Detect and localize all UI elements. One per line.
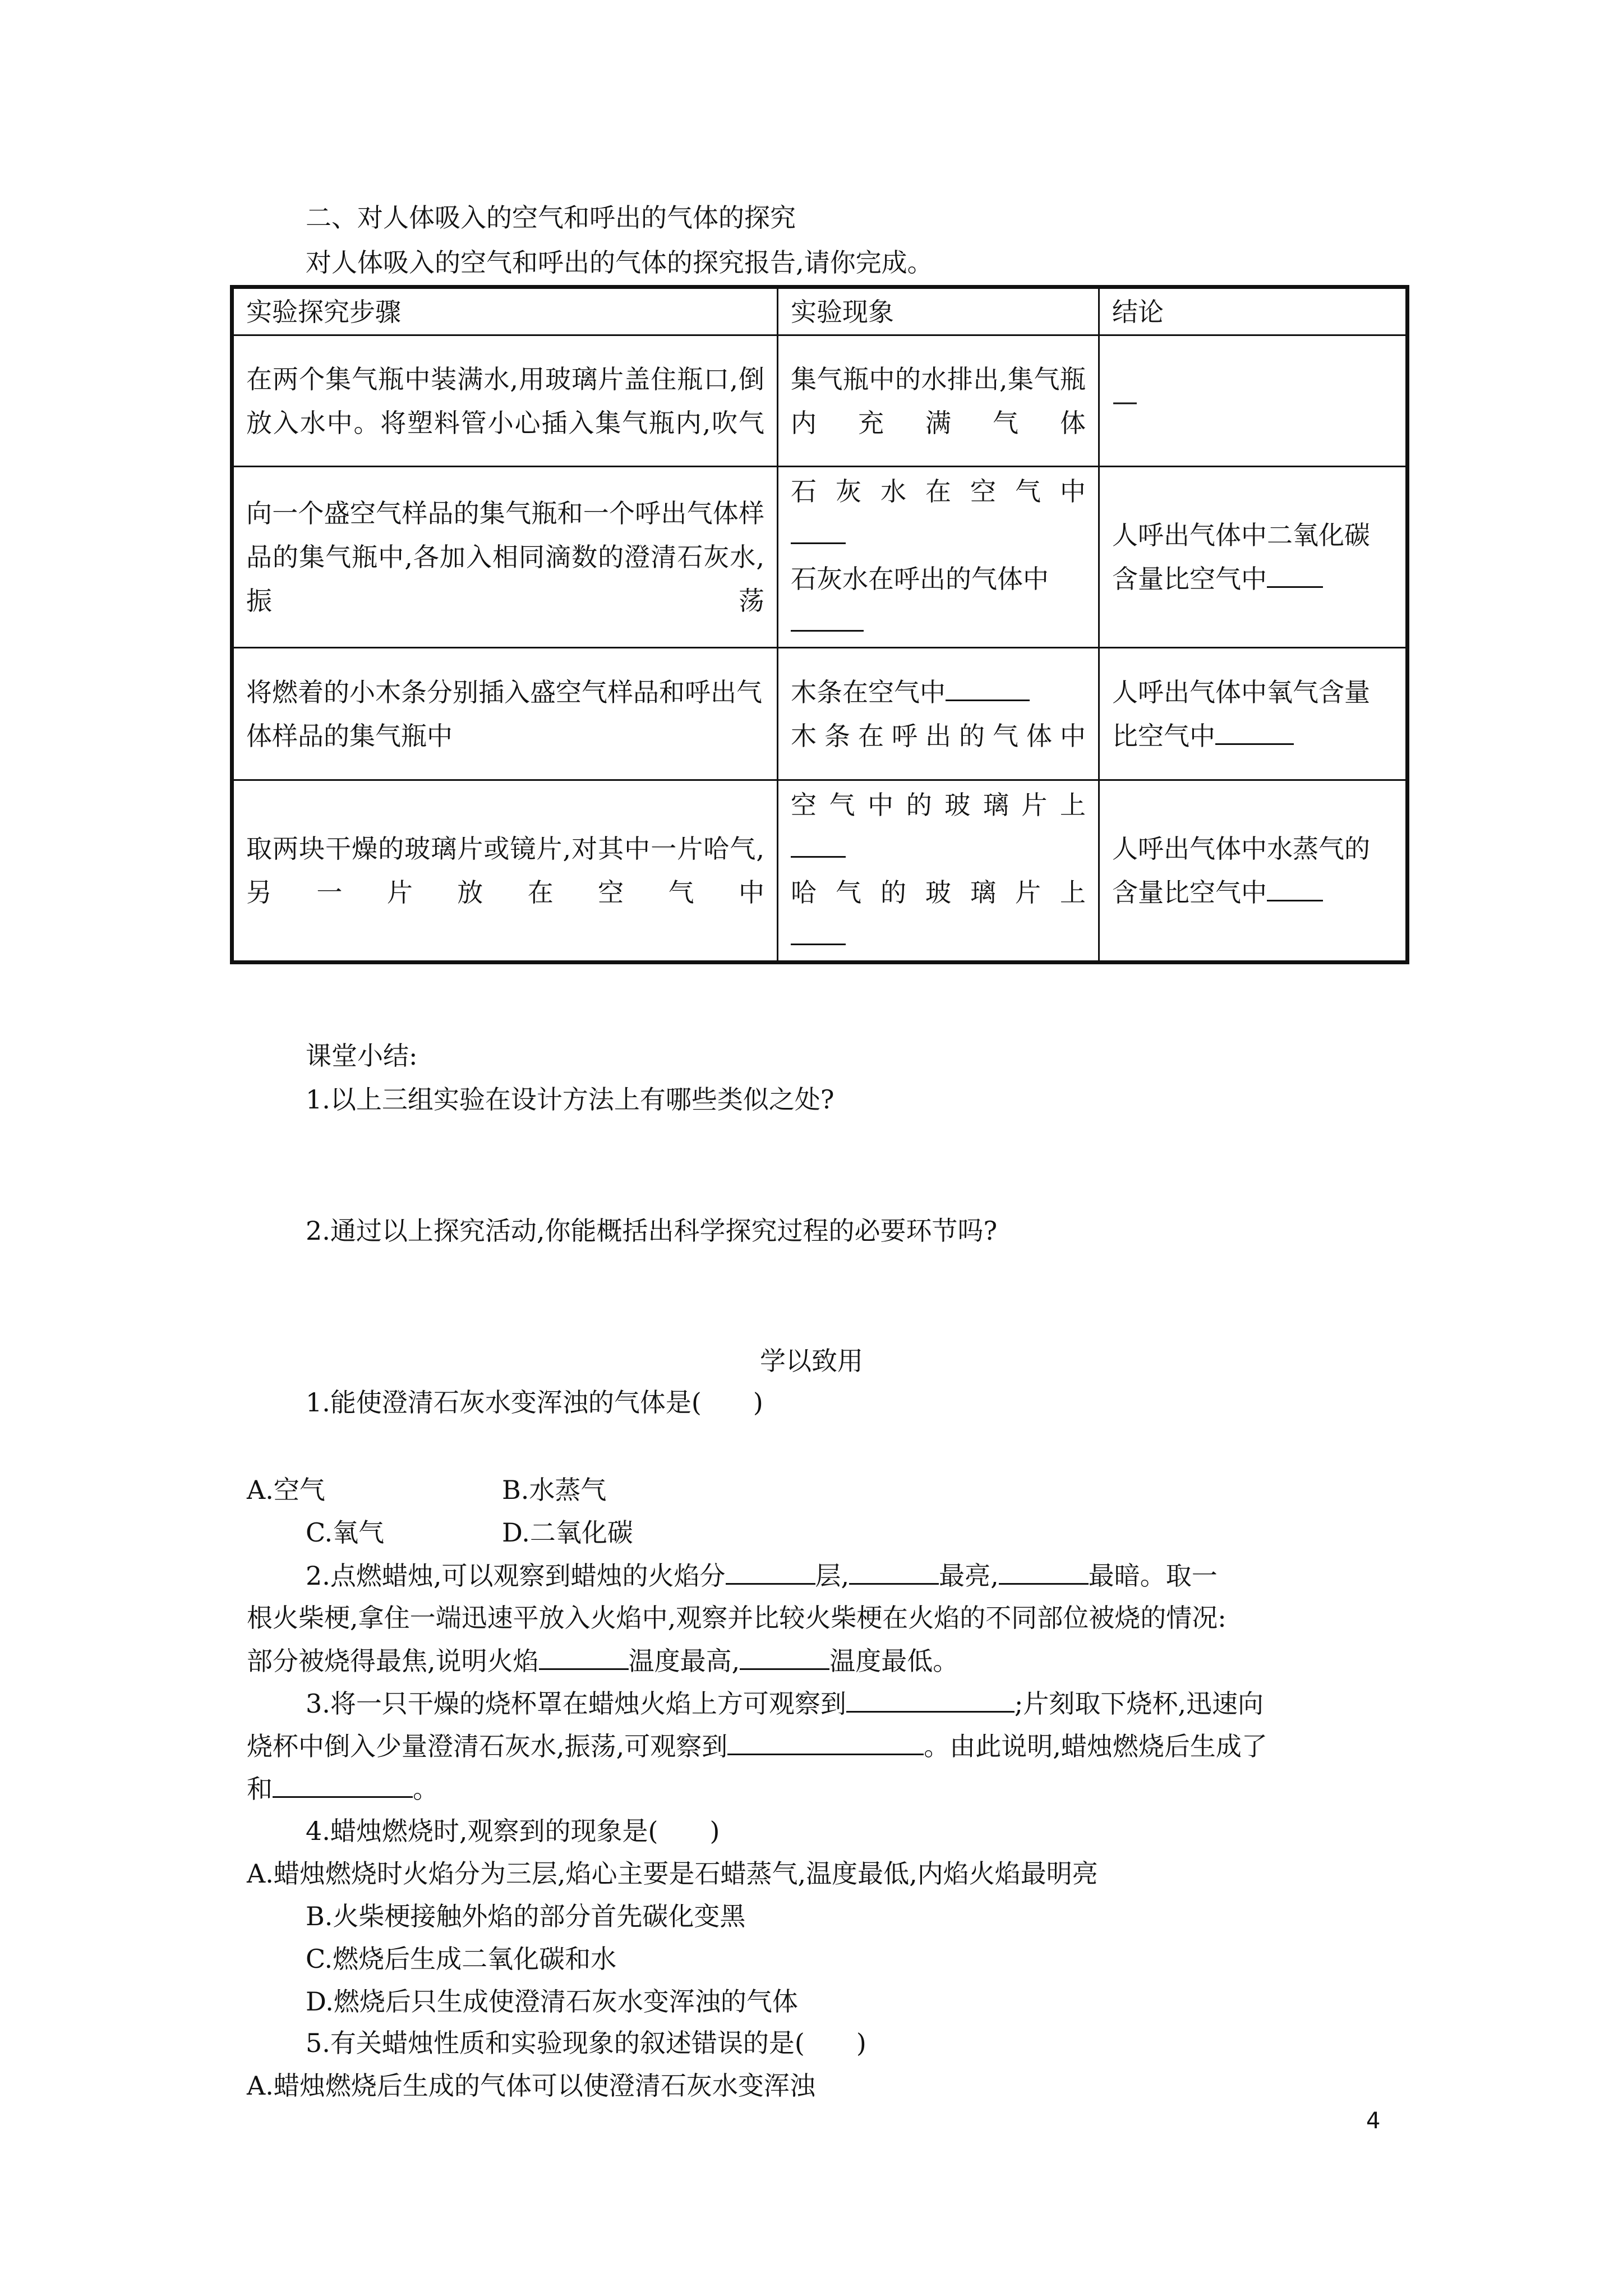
practice-q4-option-c: C.燃烧后生成二氧化碳和水 <box>306 1944 617 1974</box>
phenomenon-cell <box>778 467 1099 648</box>
step-cell: 在两个集气瓶中装满水,用玻璃片盖住瓶口,倒放入水中。将塑料管小心插入集气瓶内,吹气 <box>232 335 778 467</box>
table-header-row <box>232 287 1408 335</box>
practice-q1-option-a: A.空气 <box>247 1475 325 1505</box>
answer-blank[interactable] <box>740 1644 829 1670</box>
q2-text: 最亮, <box>939 1561 999 1591</box>
summary-question-1: 1.以上三组实验在设计方法上有哪些类似之处? <box>306 1084 834 1115</box>
practice-q2-line-1 <box>306 1558 1218 1593</box>
summary-question-2: 2.通过以上探究活动,你能概括出科学探究过程的必要环节吗? <box>306 1216 998 1246</box>
header-steps: 实验探究步骤 <box>232 287 778 335</box>
q2-text: 温度最低。 <box>829 1646 959 1676</box>
phenomenon-cell: 集气瓶中的水排出,集气瓶内充满气体 <box>778 335 1099 467</box>
answer-blank[interactable] <box>539 1644 629 1670</box>
practice-q3-line-1 <box>306 1686 1264 1720</box>
practice-q5-stem: 5.有关蜡烛性质和实验现象的叙述错误的是( ) <box>306 2028 866 2058</box>
q3-text: 和 <box>247 1774 273 1804</box>
section-title: 二、对人体吸入的空气和呼出的气体的探究 <box>306 203 796 233</box>
section-intro: 对人体吸入的空气和呼出的气体的探究报告,请你完成。 <box>306 247 933 278</box>
page-number: 4 <box>1366 2108 1381 2134</box>
answer-blank[interactable] <box>1267 558 1323 588</box>
conclusion-cell <box>1099 467 1408 648</box>
q2-text: 温度最高, <box>628 1646 740 1676</box>
answer-blank[interactable] <box>791 915 846 945</box>
practice-q1-option-d: D.二氧化碳 <box>502 1517 633 1548</box>
practice-q4-option-b: B.火柴梗接触外焰的部分首先碳化变黑 <box>306 1901 746 1931</box>
inquiry-report-table <box>230 285 1409 964</box>
conclusion-text: 人呼出气体中二氧化碳含量比空气中 <box>1112 520 1370 594</box>
q3-text: 。由此说明,蜡烛燃烧后生成了 <box>924 1731 1267 1761</box>
phenomenon-air: 木条在空气中 <box>791 677 946 707</box>
answer-blank[interactable] <box>726 1558 815 1585</box>
step-cell: 向一个盛空气样品的集气瓶和一个呼出气体样品的集气瓶中,各加入相同滴数的澄清石灰水,振荡 <box>232 467 778 648</box>
step-cell: 将燃着的小木条分别插入盛空气样品和呼出气体样品的集气瓶中 <box>232 648 778 780</box>
answer-blank[interactable] <box>791 514 846 544</box>
phenomenon-exhaled: 哈气的玻璃片上 <box>791 877 1086 908</box>
conclusion-cell <box>1099 780 1408 963</box>
summary-title: 课堂小结: <box>306 1041 418 1071</box>
answer-blank[interactable] <box>273 1772 413 1798</box>
answer-blank[interactable] <box>946 671 1030 701</box>
practice-title: 学以致用 <box>760 1346 863 1376</box>
phenomenon-exhaled: 木条在呼出的气体中 <box>791 720 1086 751</box>
conclusion-text: 人呼出气体中氧气含量比空气中 <box>1112 677 1370 751</box>
practice-q3-line-3 <box>247 1772 439 1806</box>
answer-blank[interactable] <box>1267 872 1323 901</box>
practice-q2-line-3 <box>247 1644 958 1678</box>
q2-text: 2.点燃蜡烛,可以观察到蜡烛的火焰分 <box>306 1561 726 1591</box>
q3-text: 。 <box>413 1774 439 1804</box>
table-row <box>232 335 1408 467</box>
practice-q4-option-d: D.燃烧后只生成使澄清石灰水变浑浊的气体 <box>306 1986 798 2017</box>
answer-blank[interactable] <box>999 1558 1089 1585</box>
q3-text: ;片刻取下烧杯,迅速向 <box>1014 1688 1264 1719</box>
table-row <box>232 467 1408 648</box>
answer-blank[interactable] <box>791 828 846 858</box>
practice-q4-stem: 4.蜡烛燃烧时,观察到的现象是( ) <box>306 1816 720 1846</box>
answer-blank[interactable] <box>1215 715 1294 745</box>
practice-q2-line-2: 根火柴梗,拿住一端迅速平放入火焰中,观察并比较火柴梗在火焰的不同部位被烧的情况: <box>247 1603 1227 1633</box>
practice-q1-stem: 1.能使澄清石灰水变浑浊的气体是( ) <box>306 1387 763 1418</box>
phenomenon-cell <box>778 780 1099 963</box>
answer-blank[interactable] <box>849 1558 939 1585</box>
q3-text: 烧杯中倒入少量澄清石灰水,振荡,可观察到 <box>247 1731 728 1761</box>
q2-text: 层, <box>815 1561 850 1591</box>
table-row <box>232 780 1408 963</box>
phenomenon-air: 空气中的玻璃片上 <box>791 790 1086 820</box>
practice-q1-option-c: C.氧气 <box>306 1517 385 1548</box>
conclusion-text: 人呼出气体中水蒸气的含量比空气中 <box>1112 834 1370 908</box>
practice-q4-option-a: A.蜡烛燃烧时火焰分为三层,焰心主要是石蜡蒸气,温度最低,内焰火焰最明亮 <box>247 1858 1098 1889</box>
phenomenon-air: 石灰水在空气中 <box>791 476 1086 507</box>
q3-text: 3.将一只干燥的烧杯罩在蜡烛火焰上方可观察到 <box>306 1688 846 1719</box>
table-row <box>232 648 1408 780</box>
answer-blank[interactable] <box>791 602 864 632</box>
practice-q5-option-a: A.蜡烛燃烧后生成的气体可以使澄清石灰水变浑浊 <box>247 2070 815 2101</box>
conclusion-cell <box>1099 648 1408 780</box>
conclusion-cell: — <box>1099 335 1408 467</box>
q2-text: 部分被烧得最焦,说明火焰 <box>247 1646 539 1676</box>
header-phenomena: 实验现象 <box>778 287 1099 335</box>
practice-q1-option-b: B.水蒸气 <box>502 1475 607 1505</box>
practice-q3-line-2 <box>247 1729 1267 1763</box>
step-cell: 取两块干燥的玻璃片或镜片,对其中一片哈气,另一片放在空气中 <box>232 780 778 963</box>
header-conclusion: 结论 <box>1099 287 1408 335</box>
answer-blank[interactable] <box>727 1729 924 1755</box>
phenomenon-exhaled: 石灰水在呼出的气体中 <box>791 564 1049 594</box>
answer-blank[interactable] <box>846 1686 1015 1713</box>
q2-text: 最暗。取一 <box>1088 1561 1218 1591</box>
phenomenon-cell <box>778 648 1099 780</box>
